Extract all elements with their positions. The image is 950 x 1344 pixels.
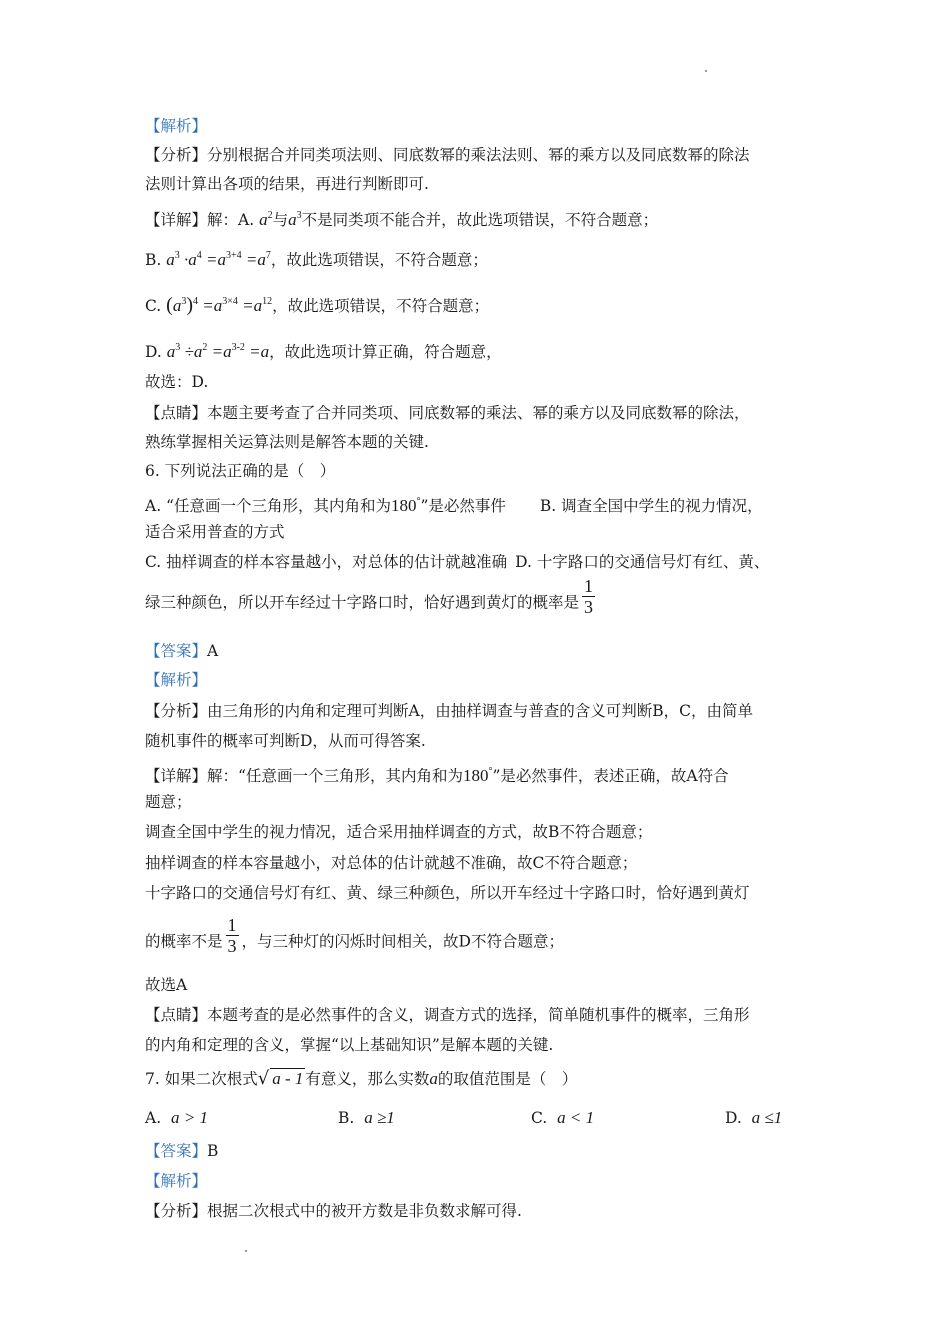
q6-option-a-line: A. “任意画一个三角形，其内角和为180°”是必然事件 B. 调查全国中学生的视力情况， (145, 496, 763, 515)
fenxi-line-1: 【分析】分别根据合并同类项法则、同底数幂的乘法法则、幂的乘方以及同底数幂的除法 (145, 146, 750, 164)
q6-fenxi-line-2: 随机事件的概率可判断D，从而可得答案. (145, 732, 426, 750)
jiexi-heading (145, 116, 207, 136)
q7-jiexi-heading: 【解析】 (145, 1172, 208, 1190)
q6-xiangjie-line-2: 题意； (145, 793, 192, 811)
q6-xiangjie-line-1: 【详解】解：“任意画一个三角形，其内角和为180°”是必然事件，表述正确，故A符合 (145, 766, 729, 785)
fraction-one-third: $\frac{1}{3}$ (227, 915, 237, 956)
radicand: a - 1 (272, 1069, 304, 1088)
math-expr-c: $(a^3)^4 =a^{3\times 4} =a^{12}$ (166, 294, 273, 316)
q7-fenxi: 【分析】根据二次根式中的被开方数是非负数求解可得. (145, 1202, 522, 1220)
q7-option-d: D. a ≤1 (725, 1108, 783, 1127)
radical-sign: √ (257, 1068, 270, 1089)
math-180: 180° (462, 766, 493, 785)
jiexi-tag: 【解析】 (145, 117, 208, 135)
fraction-one-third: $\frac{1}{3}$ (584, 576, 594, 617)
q6-guxuan: 故选A (145, 976, 188, 994)
q6-option-b-line-2: 适合采用普查的方式 (145, 523, 285, 541)
q6-jiexi-heading: 【解析】 (145, 671, 208, 689)
q6-stem: 6. 下列说法正确的是（ ） (145, 462, 336, 480)
q6-xiangjie-line-4: 抽样调查的样本容量越小，对总体的估计就越不准确，故C不符合题意； (145, 854, 638, 872)
fenxi-tag: 【分析】 (145, 146, 208, 164)
math-expr-b: $a^3 \cdot a^4 =a^{3+4} =a^7$ (166, 250, 271, 269)
math-expr: $a^3$ (288, 210, 302, 229)
q6-option-d: D. 十字路口的交通信号灯有红、黄、 (515, 553, 770, 571)
xiangjie-line-a: 【详解】解：A. $a^2$与$a^3$不是同类项不能合并，故此选项错误，不符合题意； (145, 210, 659, 229)
xiangjie-line-b: B. $a^3 \cdot a^4 =a^{3+4} =a^7$，故此选项错误，不符合题意； (145, 250, 488, 269)
xiangjie-line-d: D. $a^3 \div a^2 =a^{3-2} =a$，故此选项计算正确，符合题意， (145, 342, 502, 361)
guxuan-line: 故选：D. (145, 373, 209, 391)
fenxi-line-2: 法则计算出各项的结果，再进行判断即可. (145, 175, 429, 193)
q6-xiangjie-line-3: 调查全国中学生的视力情况，适合采用抽样调查的方式，故B不符合题意； (145, 823, 653, 841)
q6-option-a: A. “任意画一个三角形，其内角和为 (145, 497, 391, 515)
dianjing-line-1: 【点睛】本题主要考查了合并同类项、同底数幂的乘法、幂的乘方以及同底数幂的除法， (145, 404, 750, 422)
q6-xiangjie-line-5: 十字路口的交通信号灯有红、黄、绿三种颜色，所以开车经过十字路口时，恰好遇到黄灯 (145, 884, 750, 902)
q7-option-a: A. a > 1 (145, 1108, 208, 1127)
q6-option-c: C. 抽样调查的样本容量越小，对总体的估计就越准确 (145, 553, 508, 571)
q6-option-d-line-2: 绿三种颜色，所以开车经过十字路口时，恰好遇到黄灯的概率是 $\frac{1}{3}$ (145, 576, 594, 617)
q6-answer: 【答案】A (145, 642, 219, 660)
q6-fenxi-line-1: 【分析】由三角形的内角和定理可判断A，由抽样调查与普查的含义可判断B，C，由简单 (145, 702, 753, 720)
q7-option-c: C. a < 1 (531, 1108, 595, 1127)
q6-xiangjie-line-6: 的概率不是 $\frac{1}{3}$ ，与三种灯的闪烁时间相关，故D不符合题意； (145, 915, 564, 956)
q6-option-cd-line (145, 552, 769, 572)
math-180: 180° (390, 496, 421, 515)
q7-stem: 7. 如果二次根式√ a - 1 有意义，那么实数a的取值范围是（ ） (145, 1068, 578, 1089)
math-expr: $a^2$ (259, 210, 273, 229)
q6-dianjing-line-2: 的内角和定理的含义，掌握“以上基础知识”是解本题的关键. (145, 1036, 554, 1054)
dianjing-line-2: 熟练掌握相关运算法则是解答本题的关键. (145, 433, 429, 451)
scan-mark (705, 70, 707, 72)
q7-answer: 【答案】B (145, 1142, 219, 1160)
q7-option-b: B. a ≥1 (338, 1108, 395, 1127)
scan-mark (245, 1250, 247, 1252)
math-expr-d: $a^3 \div a^2 =a^{3-2} =a$ (166, 342, 270, 361)
xiangjie-line-c: C. $(a^3)^4 =a^{3\times 4} =a^{12}$，故此选项错误，不符合题意； (145, 294, 490, 316)
q6-dianjing-line-1: 【点睛】本题考查的是必然事件的含义，调查方式的选择，简单随机事件的概率，三角形 (145, 1006, 750, 1024)
q6-option-b: B. 调查全国中学生的视力情况， (539, 497, 763, 515)
